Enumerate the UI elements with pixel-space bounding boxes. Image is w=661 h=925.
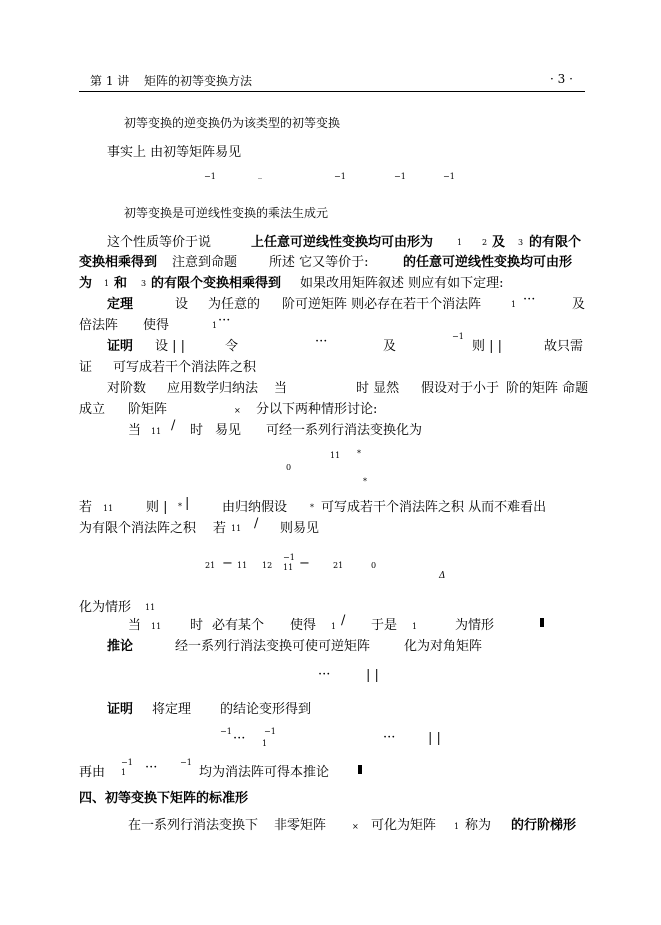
formula-part: 11 — [283, 563, 294, 572]
text-bold: 为 — [79, 276, 93, 291]
theorem-label: 定理 — [107, 297, 134, 312]
text-line: 倍法阵 — [79, 318, 119, 333]
text-line: 当 — [128, 423, 142, 438]
text-line: 则 | — [146, 500, 168, 515]
formula-part: − — [222, 556, 233, 571]
text-bold: 上任意可逆线性变换均可由形为 — [251, 235, 434, 250]
proof-label: 证明 — [107, 339, 134, 354]
qed-mark — [358, 763, 362, 778]
subscript: 1 — [212, 321, 218, 330]
subscript: 1 — [104, 279, 110, 288]
text-line: 则 | | — [472, 339, 503, 354]
text-line: 事实上 由初等矩阵易见 — [107, 145, 242, 160]
formula-part: 21 — [205, 561, 216, 570]
text-line: 再由 — [79, 765, 106, 780]
formula-part: − — [299, 556, 310, 571]
text-line: ··· — [218, 313, 231, 328]
subscript: 1 — [511, 300, 517, 309]
text-line: 及 — [383, 339, 397, 354]
text-line: 当 — [128, 618, 142, 633]
text-line: 称为 — [465, 818, 492, 833]
text-line: 化为情形 — [79, 600, 132, 615]
matrix-entry: * — [363, 477, 367, 486]
superscript: −1 — [121, 758, 133, 767]
symbol: _ — [258, 170, 262, 179]
text-bold: 的有限个 — [529, 235, 582, 250]
text-line: 应用数学归纳法 — [167, 381, 259, 396]
text-line: 为有限个消法阵之积 — [79, 521, 197, 536]
text-line: ··· — [523, 292, 536, 307]
qed-mark — [540, 616, 544, 631]
superscript: −1 — [334, 172, 346, 181]
formula-part: | | — [366, 668, 379, 683]
formula-part: 12 — [262, 561, 273, 570]
text-bold: 和 — [114, 276, 128, 291]
text-line: 为情形 — [455, 618, 495, 633]
text-line: 故只需 — [544, 339, 584, 354]
subscript: 1 — [457, 238, 463, 247]
text-line: 均为消法阵可得本推论 — [199, 765, 330, 780]
subscript: 11 — [231, 524, 242, 533]
symbol: / — [171, 418, 176, 433]
text-line: 可写成若干个消法阵之积 从而不难看出 — [321, 500, 547, 515]
subscript: 11 — [103, 504, 114, 513]
subscript: 11 — [151, 622, 162, 631]
superscript: −1 — [204, 172, 216, 181]
text-line: 注意到命题 — [172, 255, 238, 270]
matrix-entry: 0 — [286, 463, 292, 472]
text-line: 可经一系列行消法变换化为 — [266, 423, 423, 438]
subscript: 1 — [454, 822, 460, 831]
formula-part: ··· — [233, 731, 246, 746]
text-line: 时 — [190, 423, 204, 438]
text-line: 如果改用矩阵叙述 则应有如下定理: — [300, 276, 504, 291]
subscript: 2 — [482, 238, 488, 247]
formula-part: 21 — [333, 561, 344, 570]
text-line: 当 — [274, 381, 288, 396]
text-line: 若 — [213, 521, 227, 536]
text-bold: 变换相乘得到 — [79, 255, 158, 270]
formula-part: −1 — [283, 553, 295, 562]
text-line: 在一系列行消法变换下 — [128, 818, 259, 833]
text-line: 阶矩阵 — [128, 402, 168, 417]
section-heading: 四、初等变换下矩阵的标准形 — [79, 791, 249, 806]
formula-part: 0 — [371, 561, 377, 570]
header-title: 矩阵的初等变换方法 — [144, 74, 253, 88]
text-line: 阶可逆矩阵 则必存在若干个消法阵 — [282, 297, 482, 312]
text-line: 将定理 — [152, 702, 192, 717]
text-bold: 的行阶梯形 — [511, 818, 577, 833]
text-line: 证 — [79, 360, 93, 375]
text-line: 可写成若干个消法阵之积 — [113, 360, 257, 375]
formula-part: Δ — [439, 571, 446, 581]
subscript: 11 — [145, 603, 156, 612]
formula-part: −1 — [264, 727, 276, 736]
subscript: * — [310, 503, 314, 512]
proof-label: 证明 — [107, 702, 134, 717]
text-bold: 及 — [492, 235, 506, 250]
subscript: × — [234, 406, 241, 415]
header-rule — [79, 91, 585, 92]
text-bold: 的有限个变换相乘得到 — [151, 276, 282, 291]
formula-part: 11 — [237, 561, 248, 570]
subscript: 11 — [151, 427, 162, 436]
header-chapter: 第 1 讲 — [90, 74, 130, 88]
matrix-entry: 11 — [330, 451, 341, 460]
formula-part: ··· — [383, 730, 396, 745]
text-line: 假设对于小于 — [421, 381, 500, 396]
subscript: × — [352, 822, 359, 831]
superscript: −1 — [443, 172, 455, 181]
text-line: 的结论变形得到 — [220, 702, 312, 717]
superscript: −1 — [452, 332, 464, 341]
text-line: 由归纳假设 — [222, 500, 288, 515]
text-line: 成立 — [79, 402, 106, 417]
text-line: 设 | | — [155, 339, 186, 354]
subscript: 3 — [518, 238, 524, 247]
text-line: ··· — [315, 334, 328, 349]
subscript: 1 — [331, 622, 337, 631]
formula-part: ··· — [318, 667, 331, 682]
subscript: 1 — [121, 768, 127, 777]
text-line: | — [185, 496, 190, 511]
formula-part: | | — [428, 731, 441, 746]
text-line: 则易见 — [280, 521, 320, 536]
subscript: 3 — [141, 279, 147, 288]
superscript: −1 — [394, 172, 406, 181]
text-line: 令 — [225, 339, 239, 354]
text-line: 阶的矩阵 命题 — [506, 381, 589, 396]
text-line: 必有某个 — [212, 618, 265, 633]
corollary-label: 推论 — [107, 639, 134, 654]
text-line: 化为对角矩阵 — [404, 639, 483, 654]
header-page-number: · 3 · — [550, 72, 573, 86]
text-line: 可化为矩阵 — [371, 818, 437, 833]
text-line: 初等变换是可逆线性变换的乘法生成元 — [124, 206, 329, 220]
text-line: 于是 — [371, 618, 398, 633]
text-line: ··· — [145, 760, 158, 775]
text-line: 对阶数 — [107, 381, 147, 396]
text-line: 设 — [175, 297, 189, 312]
text-line: 分以下两种情形讨论: — [256, 402, 378, 417]
text-line: 时 显然 — [356, 381, 400, 396]
matrix-entry: * — [357, 449, 361, 458]
superscript: −1 — [180, 758, 192, 767]
subscript: * — [178, 502, 182, 511]
text-line: 若 — [79, 500, 93, 515]
text-line: 经一系列行消法变换可使可逆矩阵 — [175, 639, 371, 654]
text-line: 初等变换的逆变换仍为该类型的初等变换 — [124, 116, 341, 130]
text-bold: 的任意可逆线性变换均可由形 — [403, 255, 573, 270]
text-line: 为任意的 — [208, 297, 261, 312]
formula-part: 1 — [262, 739, 268, 748]
subscript: 1 — [412, 622, 418, 631]
text-line: 使得 — [290, 618, 317, 633]
symbol: / — [254, 516, 259, 531]
text-line: 时 — [190, 618, 204, 633]
text-line: 及 — [572, 297, 586, 312]
text-line: 所述 它又等价于: — [269, 255, 369, 270]
symbol: / — [341, 613, 346, 628]
text-line: 使得 — [143, 318, 170, 333]
text-line: 非零矩阵 — [274, 818, 327, 833]
text-line: 易见 — [215, 423, 242, 438]
formula-part: −1 — [220, 727, 232, 736]
text-line: 这个性质等价于说 — [107, 235, 212, 250]
